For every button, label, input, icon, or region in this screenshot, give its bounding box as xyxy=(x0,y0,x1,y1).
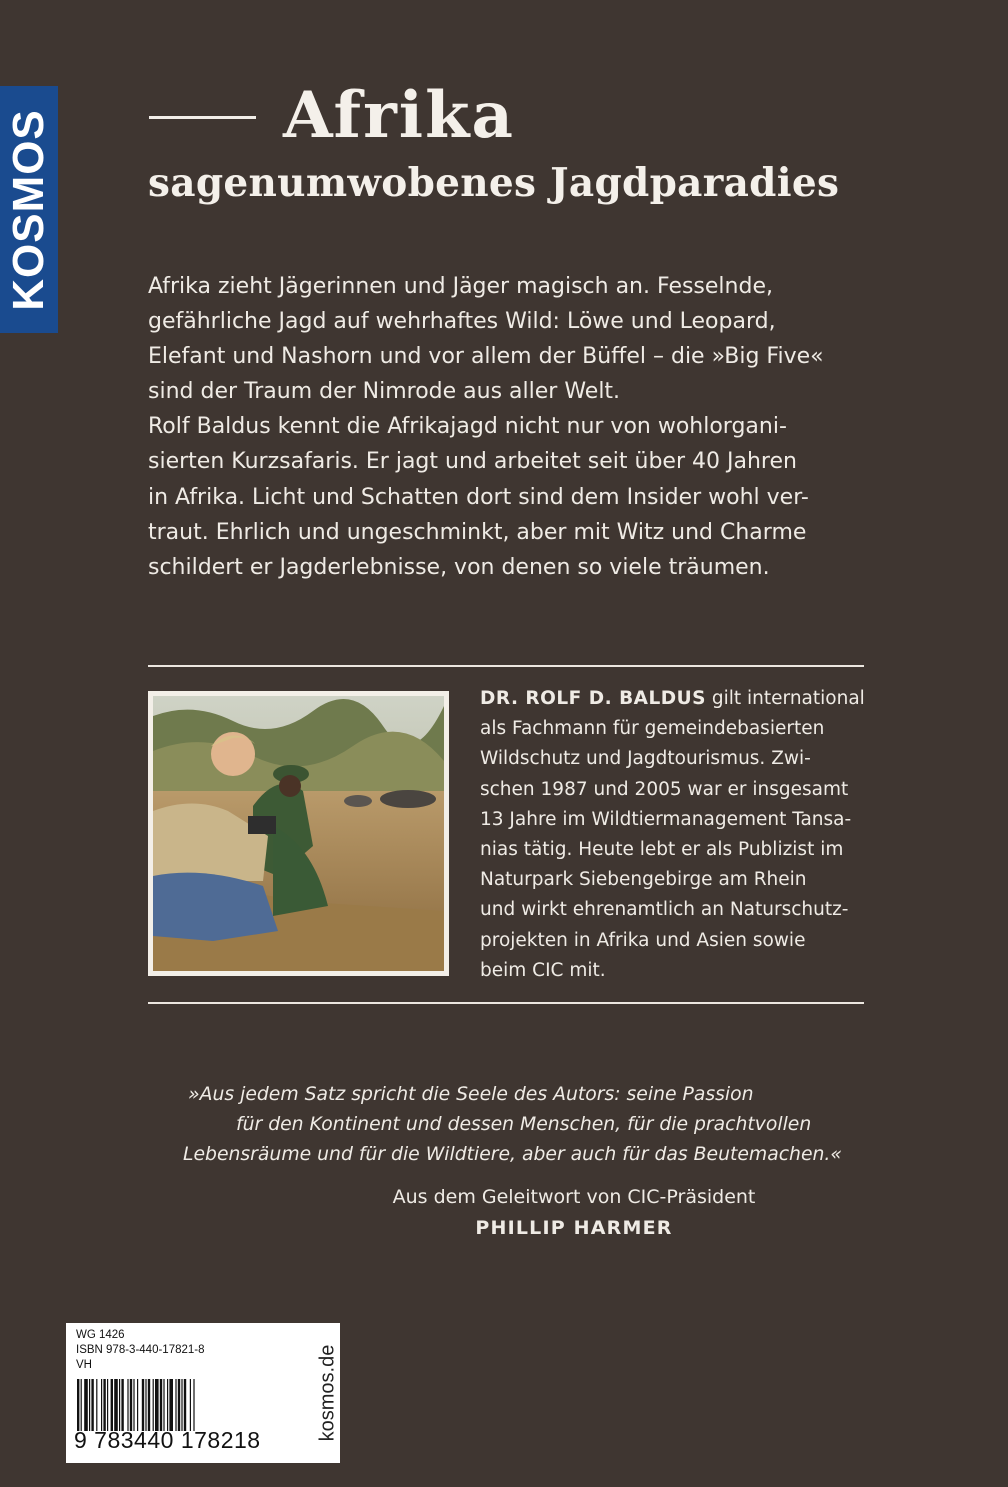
bio-line: schen 1987 und 2005 war er insgesamt xyxy=(480,778,849,800)
divider-top xyxy=(148,665,864,667)
book-subtitle: sagenumwobenes Jagdparadies xyxy=(148,160,840,206)
bio-line: und wirkt ehrenamtlich an Naturschutz- xyxy=(480,899,849,921)
bio-line xyxy=(480,684,870,714)
author-name: DR. ROLF D. BALDUS xyxy=(480,688,706,709)
blurb-line: traut. Ehrlich und ungeschminkt, aber mit Witz und Charme xyxy=(148,519,807,545)
barcode-label xyxy=(66,1323,316,1463)
bio-line: Wildschutz und Jagdtourismus. Zwi- xyxy=(480,748,811,770)
author-photo xyxy=(148,691,449,976)
kosmos-logo-text: KOSMOS xyxy=(4,108,53,311)
bio-line: nias tätig. Heute lebt er als Publizist im xyxy=(480,839,844,861)
bio-first-rest: gilt international xyxy=(706,688,865,709)
quote-line: für den Kontinent und dessen Menschen, für die prachtvollen xyxy=(236,1114,812,1135)
bio-line: beim CIC mit. xyxy=(480,959,606,981)
blurb-text xyxy=(148,269,878,585)
blurb-line: schildert er Jagderlebnisse, von denen so viele träumen. xyxy=(148,554,770,580)
quote-line: »Aus jedem Satz spricht die Seele des Autors: seine Passion xyxy=(188,1084,754,1105)
kosmos-logo xyxy=(0,86,58,333)
blurb-line: sind der Traum der Nimrode aus aller Welt. xyxy=(148,379,621,405)
bio-line: als Fachmann für gemeindebasierten xyxy=(480,718,825,740)
blurb-line: sierten Kurzsafaris. Er jagt und arbeitet seit über 40 Jahren xyxy=(148,449,797,475)
blurb-line: gefährliche Jagd auf wehrhaftes Wild: Löwe und Leopard, xyxy=(148,309,776,335)
title-rule xyxy=(149,116,256,119)
quote-source: Aus dem Geleitwort von CIC-Präsident xyxy=(392,1186,756,1208)
blurb-line: Rolf Baldus kennt die Afrikajagd nicht nur von wohlorgani- xyxy=(148,414,787,440)
blurb-line: Elefant und Nashorn und vor allem der Büffel – die »Big Five« xyxy=(148,344,824,370)
quote-author: PHILLIP HARMER xyxy=(475,1217,673,1239)
quote-line: Lebensräume und für die Wildtiere, aber auch für das Beutemachen.« xyxy=(183,1144,842,1165)
book-title: Afrika xyxy=(283,78,515,153)
blurb-line: Afrika zieht Jägerinnen und Jäger magisch an. Fesselnde, xyxy=(148,274,773,299)
divider-bottom xyxy=(148,1002,864,1004)
warengruppe: WG 1426 xyxy=(76,1329,125,1341)
isbn-text: ISBN 978-3-440-17821-8 xyxy=(76,1344,205,1356)
vh-code: VH xyxy=(76,1359,92,1371)
barcode-digits: 9 783440 178218 xyxy=(74,1427,261,1453)
quote-text xyxy=(180,1080,880,1170)
publisher-url-box xyxy=(316,1323,340,1463)
author-photo-image xyxy=(153,696,444,971)
bio-line: Naturpark Siebengebirge am Rhein xyxy=(480,869,807,891)
bio-line: projekten in Afrika und Asien sowie xyxy=(480,929,806,951)
publisher-url: kosmos.de xyxy=(316,1344,339,1442)
blurb-line: in Afrika. Licht und Schatten dort sind dem Insider wohl ver- xyxy=(148,484,809,510)
bio-line: 13 Jahre im Wildtiermanagement Tansa- xyxy=(480,808,852,830)
author-bio xyxy=(480,684,870,986)
